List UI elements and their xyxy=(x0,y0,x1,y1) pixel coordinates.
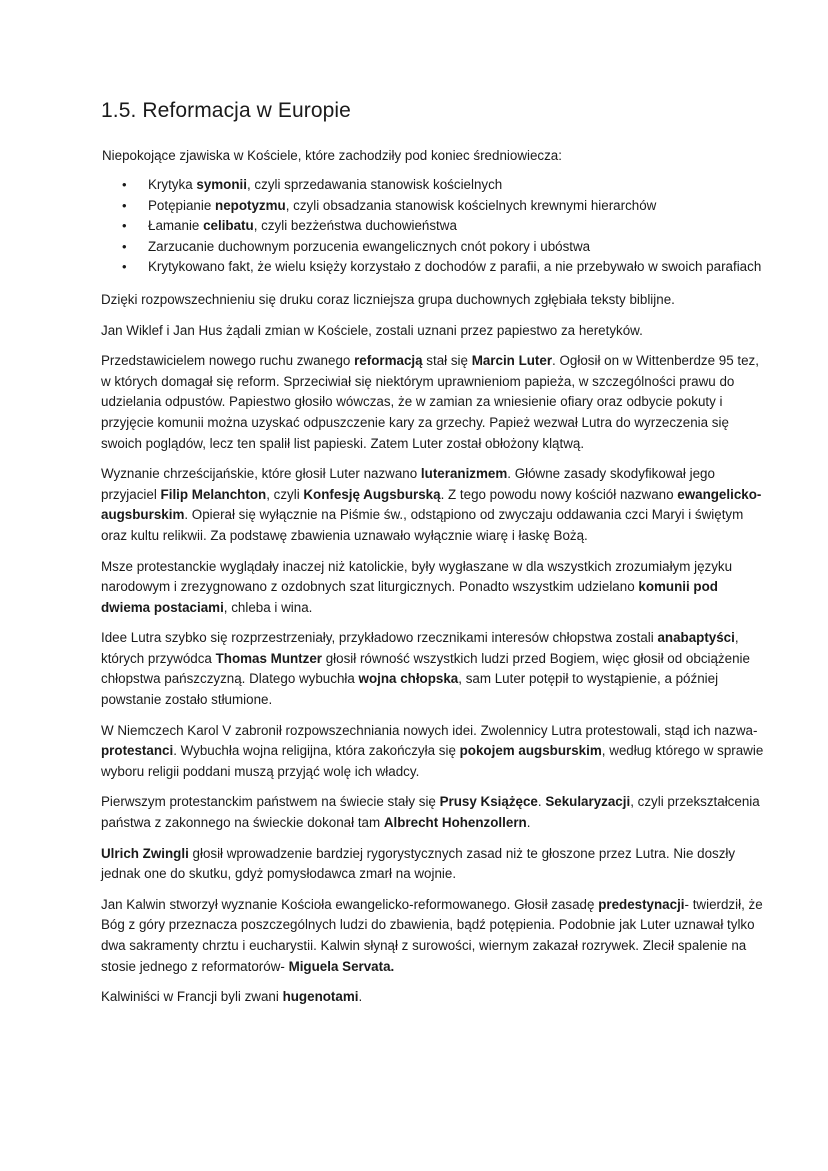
bold-term: Miguela Servata. xyxy=(288,958,395,974)
text-run: . Opierał się wyłącznie na Piśmie św., odstąpiono od zwyczaju oddawania czci Maryi i świętym oraz kultu relikwii. Za podstawę zbawienia uznawało wyłącznie wiarę i łaskę Bożą. xyxy=(101,507,744,543)
text-run: . Wybuchła wojna religijna, która zakończyła się xyxy=(173,743,460,759)
text-run: , czyli sprzedawania stanowisk kościelnych xyxy=(246,177,503,192)
bold-term: predestynacji xyxy=(598,896,685,912)
text-run: - twierdził, że Bóg z góry przeznacza poszczególnych ludzi do zbawienia, bądź potępienia. Podobnie jak Luter uznawał tylko dwa sakramenty chrztu i eucharystii. Kalwin słynął z surowości, wiernym zakazał rozrywek. Zlecił spalenie na stosie jednego z reformatorów- xyxy=(101,896,763,974)
bold-term: hugenotami xyxy=(282,989,359,1005)
bullet-icon: • xyxy=(122,238,127,254)
text-run: Dzięki rozpowszechnieniu się druku coraz liczniejsza grupa duchownych zgłębiała teksty biblijne. xyxy=(101,291,675,307)
text-run: Jan Kalwin stworzył wyznanie Kościoła ewangelicko-reformowanego. Głosił zasadę xyxy=(101,896,599,912)
bullet-item xyxy=(101,175,768,196)
text-run: głosił wprowadzenie bardziej rygorystycznych zasad niż te głoszone przez Lutra. Nie doszły jednak one do skutku, gdyż pomysłodawca zmarł na wojnie. xyxy=(101,845,736,882)
bold-term: ewangelicko- augsburskim xyxy=(101,486,762,523)
text-run: , według którego w sprawie wyboru religii poddani muszą przyjąć wolę ich władcy. xyxy=(101,743,764,779)
text-run: . xyxy=(526,815,531,831)
text-run: Łamanie xyxy=(148,218,204,234)
text-run: Pierwszym protestanckim państwem na świecie stały się xyxy=(101,794,440,810)
bold-term: Sekularyzacji xyxy=(545,794,631,810)
paragraph xyxy=(101,290,768,311)
paragraph xyxy=(101,792,768,833)
bullet-item xyxy=(101,216,768,237)
text-run: Idee Lutra szybko się rozprzestrzeniały, przykładowo rzecznikami interesów chłopstwa zostali xyxy=(101,630,658,646)
intro-text: Niepokojące zjawiska w Kościele, które zachodziły pod koniec średniowiecza: xyxy=(102,148,562,163)
paragraph xyxy=(101,557,768,619)
bold-term: Prusy Książęce xyxy=(439,794,538,810)
text-run: , chleba i wina. xyxy=(223,599,313,615)
text-run: Krytykowano fakt, że wielu księży korzystało z dochodów z parafii, a nie przebywało w swoich parafiach xyxy=(148,259,762,275)
text-run: , których przywódca xyxy=(101,630,739,666)
bold-term: Filip Melanchton xyxy=(160,486,267,502)
text-run: , czyli bezżeństwa duchowieństwa xyxy=(253,218,457,234)
text-run: , czyli obsadzania stanowisk kościelnych krewnymi hierarchów xyxy=(285,197,657,213)
bold-term: celibatu xyxy=(203,218,254,234)
text-run: . Główne zasady skodyfikował jego przyjaciel xyxy=(101,466,715,502)
text-run: , czyli xyxy=(266,486,304,502)
bullet-icon: • xyxy=(122,177,127,192)
text-run: Wyznanie chrześcijańskie, które głosił Luter nazwano xyxy=(101,466,421,482)
text-run: . Ogłosił on w Wittenberdze 95 tez, w których domagał się reform. Sprzeciwiał się niektórym uprawnieniom papieża, w szczególności prawu do udzielania odpustów. Papiestwo głosiło wówczas, że w zamian za wniesienie ofiary oraz odbycie pokuty i przyjęcie komunii można uzyskać odpuszczenie kary za grzechy. Papież wezwał Lutra do wyrzeczenia się swoich poglądów, lecz ten spalił list papieski. Zatem Luter został obłożony klątwą. xyxy=(101,353,759,451)
text-run: . xyxy=(358,989,363,1005)
bold-term: komunii pod dwiema postaciami xyxy=(101,579,718,615)
bold-term: wojna chłopska xyxy=(358,671,459,687)
text-run: W Niemczech Karol V zabronił rozpowszechniania nowych idei. Zwolennicy Lutra protestowali, stąd ich nazwa- xyxy=(101,722,758,738)
paragraph xyxy=(101,464,768,546)
bold-term: luteranizmem xyxy=(420,466,508,482)
bold-term: pokojem augsburskim xyxy=(459,743,602,759)
bold-term: Konfesję Augsburską xyxy=(303,486,441,502)
paragraph xyxy=(101,987,768,1008)
text-run: . xyxy=(537,794,546,810)
bold-term: Thomas Muntzer xyxy=(215,650,322,666)
paragraph xyxy=(101,321,768,342)
text-run: Przedstawicielem nowego ruchu zwanego xyxy=(101,353,355,369)
bold-term: symonii xyxy=(196,177,247,192)
text-run: , czyli przekształcenia państwa z zakonnego na świeckie dokonał tam xyxy=(101,794,760,831)
bold-term: Albrecht Hohenzollern xyxy=(383,815,527,831)
bullet-list xyxy=(101,175,768,278)
text-run: Kalwiniści w Francji byli zwani xyxy=(101,989,283,1005)
bold-term: anabaptyści xyxy=(657,630,735,646)
bullet-item xyxy=(101,257,768,278)
bullet-icon: • xyxy=(122,218,127,234)
text-run: Jan Wiklef i Jan Hus żądali zmian w Kościele, zostali uznani przez papiestwo za heretyków. xyxy=(101,322,643,338)
paragraph xyxy=(101,895,768,977)
body-text xyxy=(101,290,768,1008)
bold-term: reformacją xyxy=(354,353,423,369)
bullet-icon: • xyxy=(122,197,127,213)
paragraph xyxy=(101,721,768,783)
text-run: Krytyka xyxy=(148,177,197,192)
bullet-item xyxy=(101,237,768,258)
text-run: głosił równość wszystkich ludzi przed Bogiem, więc głosił od obciążenie chłopstwa pańszczyzną. Dlatego wybuchła xyxy=(101,650,750,687)
bullet-icon: • xyxy=(122,259,127,275)
bullet-item xyxy=(101,196,768,217)
bold-term: nepotyzmu xyxy=(215,197,286,213)
paragraph xyxy=(101,351,768,454)
bold-term: protestanci xyxy=(101,743,174,759)
text-run: stał się xyxy=(422,353,472,369)
paragraph xyxy=(101,844,768,885)
bold-term: Ulrich Zwingli xyxy=(101,845,189,861)
paragraph xyxy=(101,628,768,710)
page-title: 1.5. Reformacja w Europie xyxy=(101,99,351,122)
text-run: , sam Luter potępił to wystąpienie, a później powstanie zostało stłumione. xyxy=(101,671,719,708)
text-run: Zarzucanie duchownym porzucenia ewangelicznych cnót pokory i ubóstwa xyxy=(148,238,591,254)
text-run: Potępianie xyxy=(148,197,216,213)
text-run: . Z tego powodu nowy kościół nazwano xyxy=(440,486,678,502)
bold-term: Marcin Luter xyxy=(471,353,553,369)
text-run: Msze protestanckie wyglądały inaczej niż katolickie, były wygłaszane w dla wszystkich zrozumiałym języku narodowym i zrezygnowano z ozdobnych szat liturgicznych. Ponadto wszystkim udzielano xyxy=(101,558,733,595)
